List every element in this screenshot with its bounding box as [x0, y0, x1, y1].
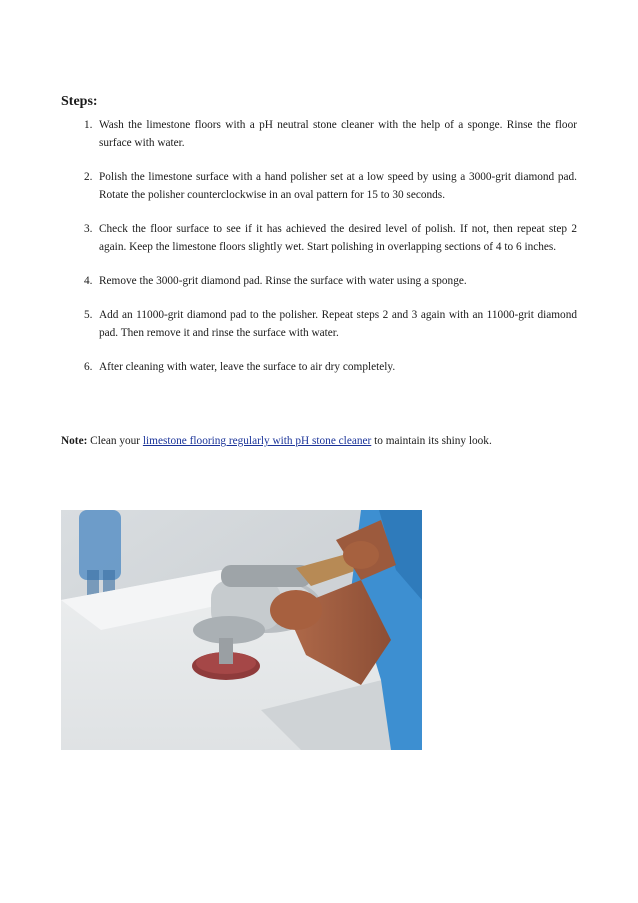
step-text: Wash the limestone floors with a pH neutral stone cleaner with the help of a sponge. Rinse the floor surface with water.	[99, 119, 577, 149]
note-text-before: Clean your	[87, 435, 143, 447]
step-number: 1.	[84, 119, 93, 131]
step-item-3	[61, 220, 577, 256]
step-item-2	[61, 168, 577, 204]
step-text: After cleaning with water, leave the surface to air dry completely.	[99, 361, 396, 373]
step-item-5	[61, 306, 577, 342]
step-item-4	[61, 272, 577, 290]
step-text: Check the floor surface to see if it has achieved the desired level of polish. If not, then repeat step 2 again. Keep the limestone floors slightly wet. Start polishing in overlapping sections of 4 to 6 inches.	[99, 223, 577, 253]
step-text: Remove the 3000-grit diamond pad. Rinse the surface with water using a sponge.	[99, 275, 467, 287]
step-item-6	[61, 358, 577, 376]
step-number: 6.	[84, 361, 93, 373]
limestone-cleaner-link[interactable]: limestone flooring regularly with pH stone cleaner	[142, 435, 372, 447]
steps-heading: Steps:	[61, 94, 98, 109]
note-label: Note:	[61, 435, 88, 447]
steps-list	[61, 116, 577, 392]
polishing-photo	[61, 510, 422, 750]
step-text: Add an 11000-grit diamond pad to the polisher. Repeat steps 2 and 3 again with an 11000-grit diamond pad. Then remove it and rinse the surface with water.	[99, 309, 577, 339]
step-item-1	[61, 116, 577, 152]
note-paragraph	[61, 432, 581, 450]
step-text: Polish the limestone surface with a hand polisher set at a low speed by using a 3000-grit diamond pad. Rotate the polisher counterclockwise in an oval pattern for 15 to 30 seconds.	[99, 171, 577, 201]
note-text-after: to maintain its shiny look.	[371, 435, 492, 447]
step-number: 5.	[84, 309, 93, 321]
step-number: 4.	[84, 275, 93, 287]
step-number: 2.	[84, 171, 93, 183]
step-number: 3.	[84, 223, 93, 235]
